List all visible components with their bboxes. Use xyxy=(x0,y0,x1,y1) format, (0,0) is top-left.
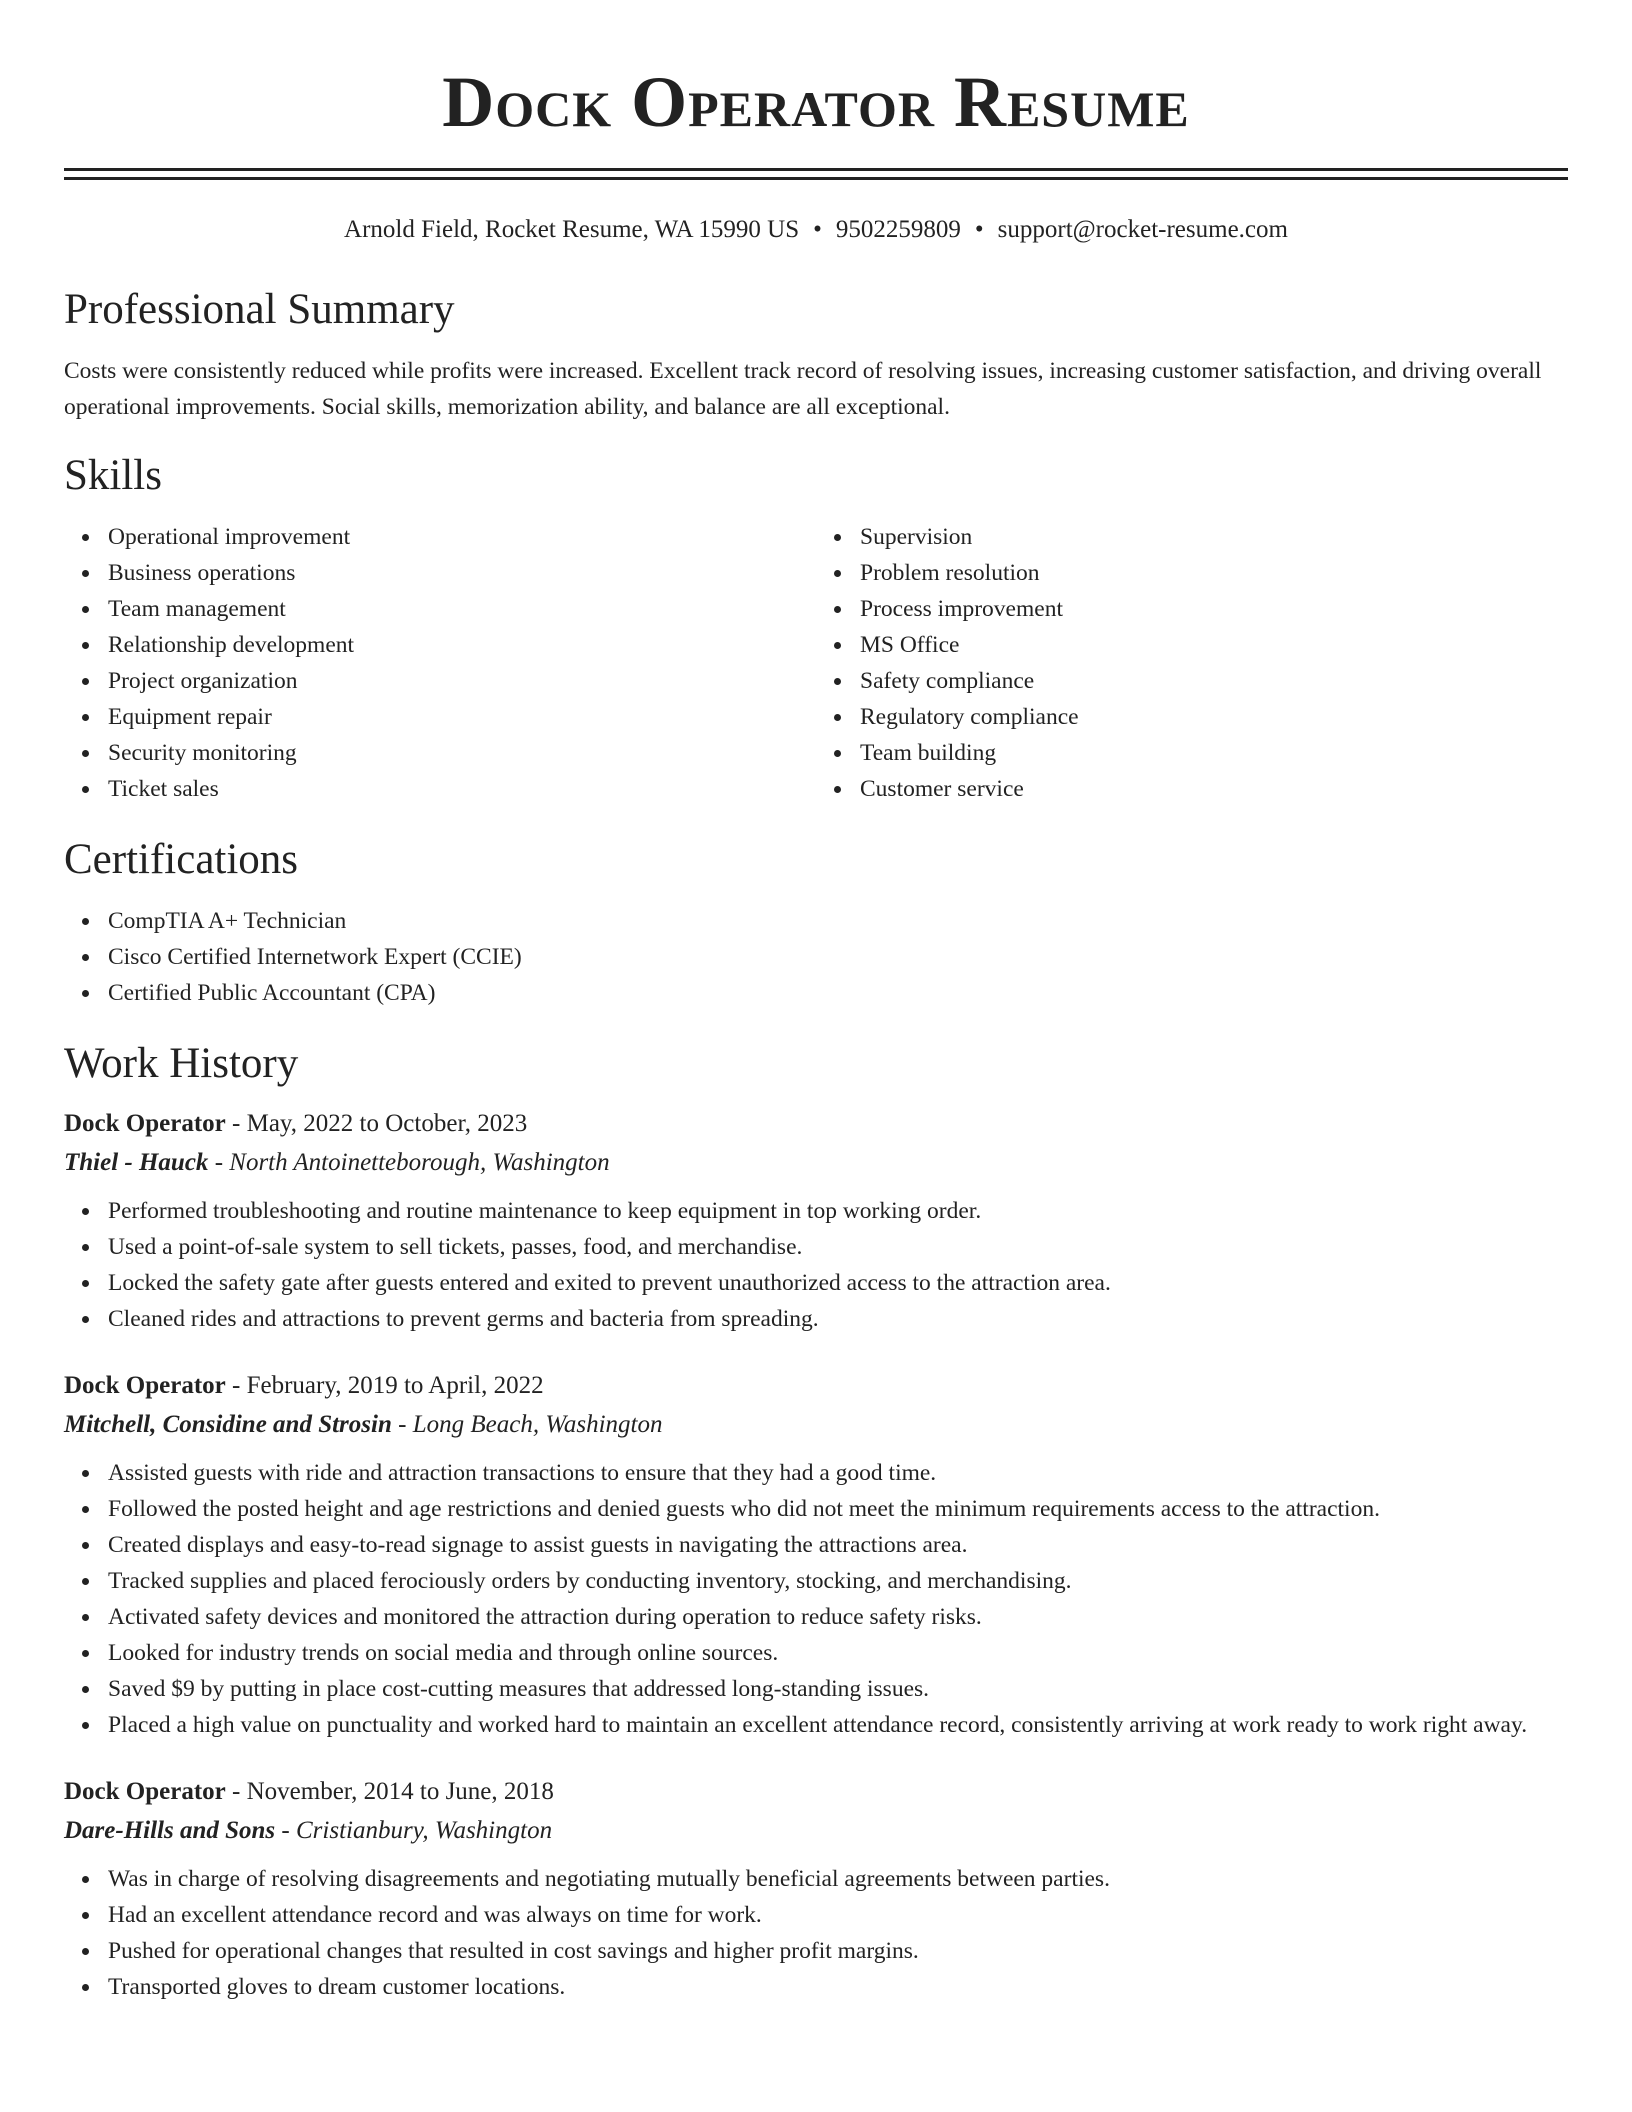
job-title-line xyxy=(64,1367,1568,1405)
certifications-list xyxy=(64,903,1568,1011)
skill-item: Safety compliance xyxy=(860,663,1568,699)
certification-item: Certified Public Accountant (CPA) xyxy=(108,975,1568,1011)
job-bullet: Looked for industry trends on social media and through online sources. xyxy=(108,1635,1568,1671)
skill-item: Customer service xyxy=(860,771,1568,807)
contact-address: Arnold Field, Rocket Resume, WA 15990 US xyxy=(344,216,800,243)
job-title: Dock Operator xyxy=(64,1110,226,1137)
job-entry xyxy=(64,1773,1568,2005)
job-bullets xyxy=(64,1861,1568,2005)
certifications-heading: Certifications xyxy=(64,836,299,883)
job-bullet: Created displays and easy-to-read signage to assist guests in navigating the attractions area. xyxy=(108,1527,1568,1563)
skill-item: Supervision xyxy=(860,519,1568,555)
job-bullet: Activated safety devices and monitored the attraction during operation to reduce safety risks. xyxy=(108,1599,1568,1635)
job-company: Thiel - Hauck xyxy=(64,1149,209,1176)
job-location: - Cristianbury, Washington xyxy=(275,1817,553,1844)
job-bullet: Had an excellent attendance record and was always on time for work. xyxy=(108,1897,1568,1933)
job-dates: - May, 2022 to October, 2023 xyxy=(225,1110,528,1137)
job-bullets xyxy=(64,1193,1568,1337)
skills-list xyxy=(64,519,1568,807)
certification-item: Cisco Certified Internetwork Expert (CCIE) xyxy=(108,939,1568,975)
skill-item: Team building xyxy=(860,735,1568,771)
skill-item: Team management xyxy=(108,591,816,627)
summary-text: Costs were consistently reduced while profits were increased. Excellent track record of resolving issues, increasing customer satisfaction, and driving overall operational improvements. Social skills, memorization ability, and balance are all exceptional. xyxy=(64,358,1542,420)
job-company-line xyxy=(64,1811,1568,1851)
skill-item: Project organization xyxy=(108,663,816,699)
job-bullet: Assisted guests with ride and attraction transactions to ensure that they had a good time. xyxy=(108,1455,1568,1491)
work-history-heading: Work History xyxy=(64,1040,299,1087)
job-location: - Long Beach, Washington xyxy=(391,1411,663,1438)
job-entry xyxy=(64,1105,1568,1337)
skill-item: Operational improvement xyxy=(108,519,816,555)
resume-page xyxy=(64,0,1568,2005)
skills-column-left xyxy=(64,519,816,807)
skills-heading: Skills xyxy=(64,452,162,499)
job-title-line xyxy=(64,1773,1568,1811)
contact-email[interactable]: support@rocket-resume.com xyxy=(997,216,1288,243)
job-bullets xyxy=(64,1455,1568,1743)
job-dates: - February, 2019 to April, 2022 xyxy=(225,1372,544,1399)
job-bullet: Cleaned rides and attractions to prevent germs and bacteria from spreading. xyxy=(108,1301,1568,1337)
job-bullet: Used a point-of-sale system to sell tickets, passes, food, and merchandise. xyxy=(108,1229,1568,1265)
skill-item: Equipment repair xyxy=(108,699,816,735)
skills-column-right xyxy=(816,519,1568,807)
title-divider-top xyxy=(64,168,1568,171)
contact-separator: • xyxy=(813,216,822,243)
job-bullet: Pushed for operational changes that resulted in cost savings and higher profit margins. xyxy=(108,1933,1568,1969)
skill-item: Regulatory compliance xyxy=(860,699,1568,735)
job-company-line xyxy=(64,1405,1568,1445)
certification-item: CompTIA A+ Technician xyxy=(108,903,1568,939)
job-bullet: Performed troubleshooting and routine maintenance to keep equipment in top working order. xyxy=(108,1193,1568,1229)
job-bullet: Tracked supplies and placed ferociously orders by conducting inventory, stocking, and merchandising. xyxy=(108,1563,1568,1599)
skill-item: Process improvement xyxy=(860,591,1568,627)
skill-item: Security monitoring xyxy=(108,735,816,771)
job-bullet: Was in charge of resolving disagreements and negotiating mutually beneficial agreements between parties. xyxy=(108,1861,1568,1897)
contact-phone: 9502259809 xyxy=(835,216,961,243)
job-location: - North Antoinetteborough, Washington xyxy=(208,1149,610,1176)
skill-item: Relationship development xyxy=(108,627,816,663)
job-entry xyxy=(64,1367,1568,1743)
job-bullet: Transported gloves to dream customer locations. xyxy=(108,1969,1568,2005)
contact-line xyxy=(64,214,1568,246)
job-dates: - November, 2014 to June, 2018 xyxy=(225,1778,554,1805)
contact-separator: • xyxy=(974,216,984,243)
job-company-line xyxy=(64,1143,1568,1183)
skill-item: MS Office xyxy=(860,627,1568,663)
job-company: Dare-Hills and Sons xyxy=(64,1817,276,1844)
job-bullet: Placed a high value on punctuality and worked hard to maintain an excellent attendance record, consistently arriving at work ready to work right away. xyxy=(108,1707,1568,1743)
title-divider-bottom xyxy=(64,177,1568,180)
summary-heading: Professional Summary xyxy=(64,286,455,333)
job-title: Dock Operator xyxy=(64,1778,226,1805)
job-bullet: Saved $9 by putting in place cost-cutting measures that addressed long-standing issues. xyxy=(108,1671,1568,1707)
job-title: Dock Operator xyxy=(64,1372,226,1399)
resume-title: Dock Operator Resume xyxy=(442,62,1190,142)
skill-item: Business operations xyxy=(108,555,816,591)
skill-item: Problem resolution xyxy=(860,555,1568,591)
skill-item: Ticket sales xyxy=(108,771,816,807)
job-title-line xyxy=(64,1105,1568,1143)
job-bullet: Followed the posted height and age restrictions and denied guests who did not meet the minimum requirements access to the attraction. xyxy=(108,1491,1568,1527)
job-company: Mitchell, Considine and Strosin xyxy=(64,1411,392,1438)
job-bullet: Locked the safety gate after guests entered and exited to prevent unauthorized access to the attraction area. xyxy=(108,1265,1568,1301)
